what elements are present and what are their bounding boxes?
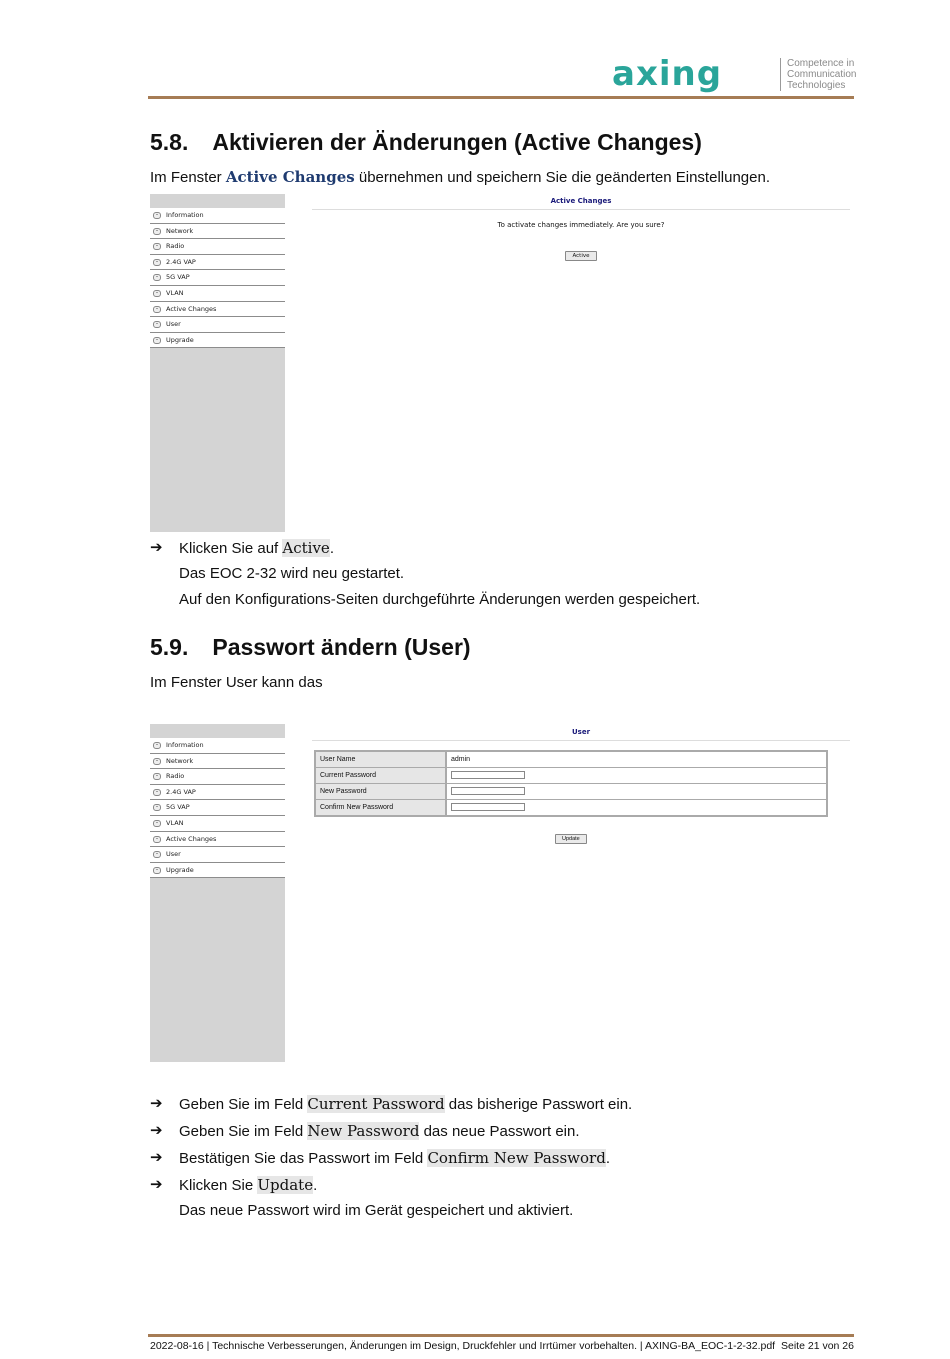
panel-title: User [571,728,591,736]
minus-icon: – [153,836,161,843]
minus-icon: – [153,742,161,749]
minus-icon: – [153,259,161,266]
sidebar-menu [150,194,285,532]
table-row [316,800,826,815]
active-changes-panel [312,194,850,532]
minus-icon: – [153,290,161,297]
minus-icon: – [153,274,161,281]
current-password-label: Current Password [316,768,447,783]
update-button[interactable]: Update [555,834,587,844]
sidebar-item-upgrade[interactable]: – Upgrade [150,863,285,879]
step-new-password: ➔ Geben Sie im Feld New Password das neue Passwort ein. [150,1122,580,1140]
step-click-update: ➔ Klicken Sie Update. [150,1176,318,1194]
active-changes-term: Active Changes [225,168,355,186]
confirm-password-term: Confirm New Password [427,1149,606,1167]
minus-icon: – [153,758,161,765]
active-term: Active [282,539,330,557]
minus-icon: – [153,212,161,219]
active-changes-screenshot [150,194,850,532]
sidebar-item-upgrade[interactable]: – Upgrade [150,333,285,349]
sidebar-item-radio[interactable]: – Radio [150,239,285,255]
step-current-password: ➔ Geben Sie im Feld Current Password das bisherige Passwort ein. [150,1095,633,1113]
table-row [316,768,826,784]
current-password-term: Current Password [307,1095,445,1113]
table-row [316,752,826,768]
panel-divider [312,209,850,210]
step-confirm-password: ➔ Bestätigen Sie das Passwort im Feld Confirm New Password. [150,1149,610,1167]
user-name-label: User Name [316,752,447,767]
section-heading-5-8 [150,129,702,156]
arrow-right-icon: ➔ [150,539,163,556]
tagline-line: Technologies [787,80,846,91]
sidebar-menu [150,724,285,1062]
sidebar-item-5g-vap[interactable]: – 5G VAP [150,800,285,816]
minus-icon: – [153,243,161,250]
current-password-input[interactable] [451,771,525,779]
minus-icon: – [153,337,161,344]
sidebar-item-vlan[interactable]: – VLAN [150,816,285,832]
axing-logo-mark [612,55,772,97]
arrow-right-icon: ➔ [150,1095,163,1112]
section-number: 5.8. [150,129,189,155]
new-password-label: New Password [316,784,447,799]
section-intro: Im Fenster User kann das [150,674,323,691]
logo-tagline [780,58,856,91]
panel-divider [312,740,850,741]
user-screenshot [150,724,850,1062]
minus-icon: – [153,789,161,796]
sidebar-item-information[interactable]: – Information [150,208,285,224]
section-number: 5.9. [150,634,189,660]
page-number: Seite 21 von 26 [781,1340,854,1352]
step-note: Das EOC 2-32 wird neu gestartet. [179,565,405,582]
confirm-question: To activate changes immediately. Are you sure? [497,221,665,229]
sidebar-item-active-changes[interactable]: – Active Changes [150,302,285,318]
sidebar-item-24g-vap[interactable]: – 2.4G VAP [150,785,285,801]
confirm-password-input[interactable] [451,803,525,811]
sidebar-item-information[interactable]: – Information [150,738,285,754]
confirm-password-label: Confirm New Password [316,800,447,815]
sidebar-item-24g-vap[interactable]: – 2.4G VAP [150,255,285,271]
sidebar-item-network[interactable]: – Network [150,224,285,240]
arrow-right-icon: ➔ [150,1122,163,1139]
update-term: Update [257,1176,314,1194]
minus-icon: – [153,773,161,780]
sidebar-item-radio[interactable]: – Radio [150,769,285,785]
table-row [316,784,826,800]
new-password-input[interactable] [451,787,525,795]
sidebar-item-user[interactable]: – User [150,317,285,333]
section-title: Aktivieren der Änderungen (Active Changes) [212,129,702,155]
header-rule [148,96,854,99]
minus-icon: – [153,804,161,811]
section-heading-5-9 [150,634,471,661]
svg-text:axing: axing [612,55,723,94]
footer-rule [148,1334,854,1337]
section-intro: Im Fenster Active Changes übernehmen und speichern Sie die geänderten Einstellungen. [150,168,770,186]
tagline-line: Competence in [787,58,855,69]
minus-icon: – [153,306,161,313]
user-name-value: admin [451,756,471,763]
footer-text: 2022-08-16 | Technische Verbesserungen, Änderungen im Design, Druckfehler und Irrtümer vorbehalten. | AXING-BA_EOC-1-2-32.pdf [150,1340,776,1352]
sidebar-item-vlan[interactable]: – VLAN [150,286,285,302]
arrow-right-icon: ➔ [150,1149,163,1166]
minus-icon: – [153,321,161,328]
tagline-line: Communication [787,69,857,80]
sidebar-item-active-changes[interactable]: – Active Changes [150,832,285,848]
minus-icon: – [153,851,161,858]
step-note: Das neue Passwort wird im Gerät gespeichert und aktiviert. [179,1202,574,1219]
arrow-right-icon: ➔ [150,1176,163,1193]
section-title: Passwort ändern (User) [212,634,471,660]
sidebar-item-5g-vap[interactable]: – 5G VAP [150,270,285,286]
sidebar-item-network[interactable]: – Network [150,754,285,770]
panel-title: Active Changes [550,197,612,205]
sidebar-item-user[interactable]: – User [150,847,285,863]
minus-icon: – [153,820,161,827]
new-password-term: New Password [307,1122,420,1140]
minus-icon: – [153,867,161,874]
active-button[interactable]: Active [565,251,596,261]
step-note: Auf den Konfigurations-Seiten durchgeführte Änderungen werden gespeichert. [179,591,701,608]
minus-icon: – [153,228,161,235]
user-form-table [314,750,828,817]
